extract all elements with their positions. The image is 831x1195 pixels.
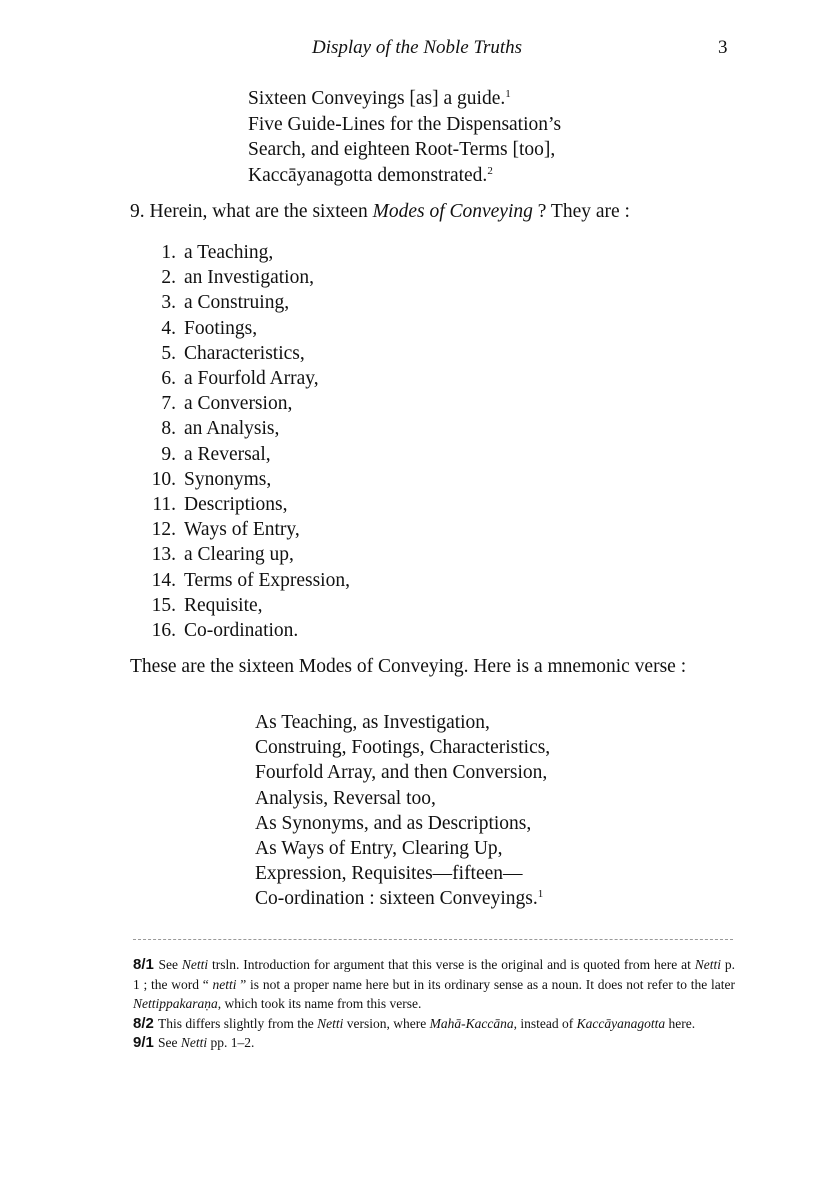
footnote-italic-text: Netti: [181, 957, 209, 972]
list-label: Footings,: [184, 317, 258, 339]
list-item: [140, 568, 350, 593]
list-item: [140, 517, 350, 542]
list-label: an Investigation,: [184, 267, 314, 289]
footnote: [133, 1014, 735, 1034]
list-item: [140, 366, 350, 391]
verse-line: As Teaching, as Investigation,: [255, 712, 490, 733]
verse-line: Construing, Footings, Characteristics,: [255, 737, 551, 759]
footnote-label: 8/2: [133, 1014, 159, 1032]
list-item: [140, 593, 350, 618]
footnote-text: pp. 1–2.: [207, 1035, 255, 1050]
list-label: Terms of Expression,: [184, 569, 350, 591]
footnotes: [133, 955, 735, 1053]
list-item: [140, 618, 350, 643]
list-number: 13.: [151, 544, 176, 566]
verse-line: Expression, Requisites—fifteen—: [255, 863, 523, 885]
list-item: [140, 316, 350, 341]
paragraph-9: [130, 201, 630, 223]
list-label: a Clearing up,: [184, 544, 294, 566]
footnote-italic-text: Netti: [694, 957, 722, 972]
modes-list: [140, 240, 350, 643]
list-label: Synonyms,: [184, 468, 272, 490]
footnote-ref: 1: [505, 88, 511, 100]
footnote-rule: [133, 939, 733, 940]
list-label: Ways of Entry,: [184, 519, 300, 541]
footnote-label: 9/1: [133, 1034, 159, 1051]
list-number: 7.: [161, 393, 176, 415]
verse-line: Sixteen Conveyings [as] a guide.$^1$: [248, 88, 511, 109]
footnote-ref: 2: [487, 164, 493, 177]
footnote-text: ” is not a proper name here but in its ordinary sense as a noun. It does not refer to the later: [236, 976, 736, 992]
footnote-text: trsln. Introduction for argument that this verse is the original and is quoted from here at: [208, 957, 695, 972]
list-number: 14.: [151, 569, 176, 591]
footnote-italic-text: Netti: [180, 1035, 208, 1050]
list-number: 16.: [151, 620, 176, 642]
list-label: a Reversal,: [184, 443, 271, 465]
list-item: [140, 341, 350, 366]
list-number: 10.: [151, 468, 176, 490]
list-label: Characteristics,: [184, 342, 305, 364]
opening-verse: [248, 86, 561, 188]
list-label: a Fourfold Array,: [184, 368, 319, 390]
list-item: [140, 290, 350, 315]
list-item: [140, 542, 350, 567]
list-label: a Conversion,: [184, 393, 293, 415]
list-item: [140, 467, 350, 492]
list-label: Co-ordination.: [184, 620, 299, 642]
mnemonic-verse: [255, 710, 550, 912]
list-number: 3.: [161, 292, 176, 314]
list-number: 15.: [151, 594, 176, 616]
list-item: [140, 265, 350, 290]
verse-line: Analysis, Reversal too,: [255, 787, 436, 809]
list-number: 1.: [161, 242, 176, 263]
footnote: [133, 955, 735, 1014]
footnote-text: See: [158, 1035, 181, 1050]
footnote-italic-text: netti: [212, 976, 237, 992]
verse-line: As Synonyms, and as Descriptions,: [255, 812, 532, 834]
verse-line: Search, and eighteen Root-Terms [too],: [248, 139, 556, 160]
footnote-text: p. 1 ; the word “: [133, 957, 736, 992]
footnote-text: here.: [665, 1015, 696, 1031]
footnote-italic-text: Nettippakaraṇa: [133, 996, 218, 1011]
footnote: [133, 1033, 735, 1053]
italic-term: Modes of Conveying: [372, 201, 533, 222]
list-number: 9.: [161, 443, 176, 465]
list-item: [140, 391, 350, 416]
verse-line: Five Guide-Lines for the Dispensation’s: [248, 113, 562, 135]
running-header-title: Display of the Noble Truths: [312, 37, 523, 58]
footnote-text: , which took its name from this verse.: [217, 996, 422, 1011]
paragraph-text: Herein, what are the sixteen: [149, 201, 368, 222]
verse-line: Kaccāyanagotta demonstrated.$^2$: [248, 164, 493, 186]
footnote-label: 8/1: [133, 956, 159, 973]
verse-line: Co-ordination : sixteen Conveyings.$^1$: [255, 888, 544, 910]
footnote-italic-text: Kaccāyanagotta: [576, 1015, 666, 1031]
list-number: 8.: [161, 418, 176, 440]
list-number: 11.: [152, 494, 176, 516]
list-item: [140, 442, 350, 467]
list-number: 6.: [161, 368, 176, 390]
footnote-text: , instead of: [513, 1015, 577, 1031]
verse-line: Fourfold Array, and then Conversion,: [255, 762, 548, 784]
list-number: 4.: [161, 317, 176, 339]
list-number: 5.: [161, 342, 176, 364]
list-label: a Construing,: [184, 292, 290, 314]
footnote-ref: 1: [537, 888, 544, 901]
list-number: 12.: [151, 519, 176, 541]
footnote-italic-text: Netti: [317, 1015, 344, 1031]
footnote-text: version, where: [343, 1015, 430, 1031]
list-item: [140, 492, 350, 517]
summary-paragraph: These are the sixteen Modes of Conveying. Here is a mnemonic verse :: [130, 656, 687, 677]
verse-line: As Ways of Entry, Clearing Up,: [255, 838, 503, 860]
list-number: 2.: [161, 267, 176, 289]
list-label: Requisite,: [184, 594, 263, 616]
list-item: [140, 240, 350, 265]
footnote-text: See: [158, 957, 182, 972]
footnote-italic-text: Mahā-Kaccāna: [429, 1015, 514, 1031]
list-label: Descriptions,: [184, 494, 288, 516]
paragraph-number: 9.: [130, 201, 145, 222]
list-label: a Teaching,: [184, 242, 274, 263]
paragraph-text: ? They are :: [537, 201, 630, 222]
footnote-text: This differs slightly from the: [158, 1015, 318, 1031]
page-number: 3: [718, 37, 728, 58]
list-label: an Analysis,: [184, 418, 280, 440]
list-item: [140, 416, 350, 441]
